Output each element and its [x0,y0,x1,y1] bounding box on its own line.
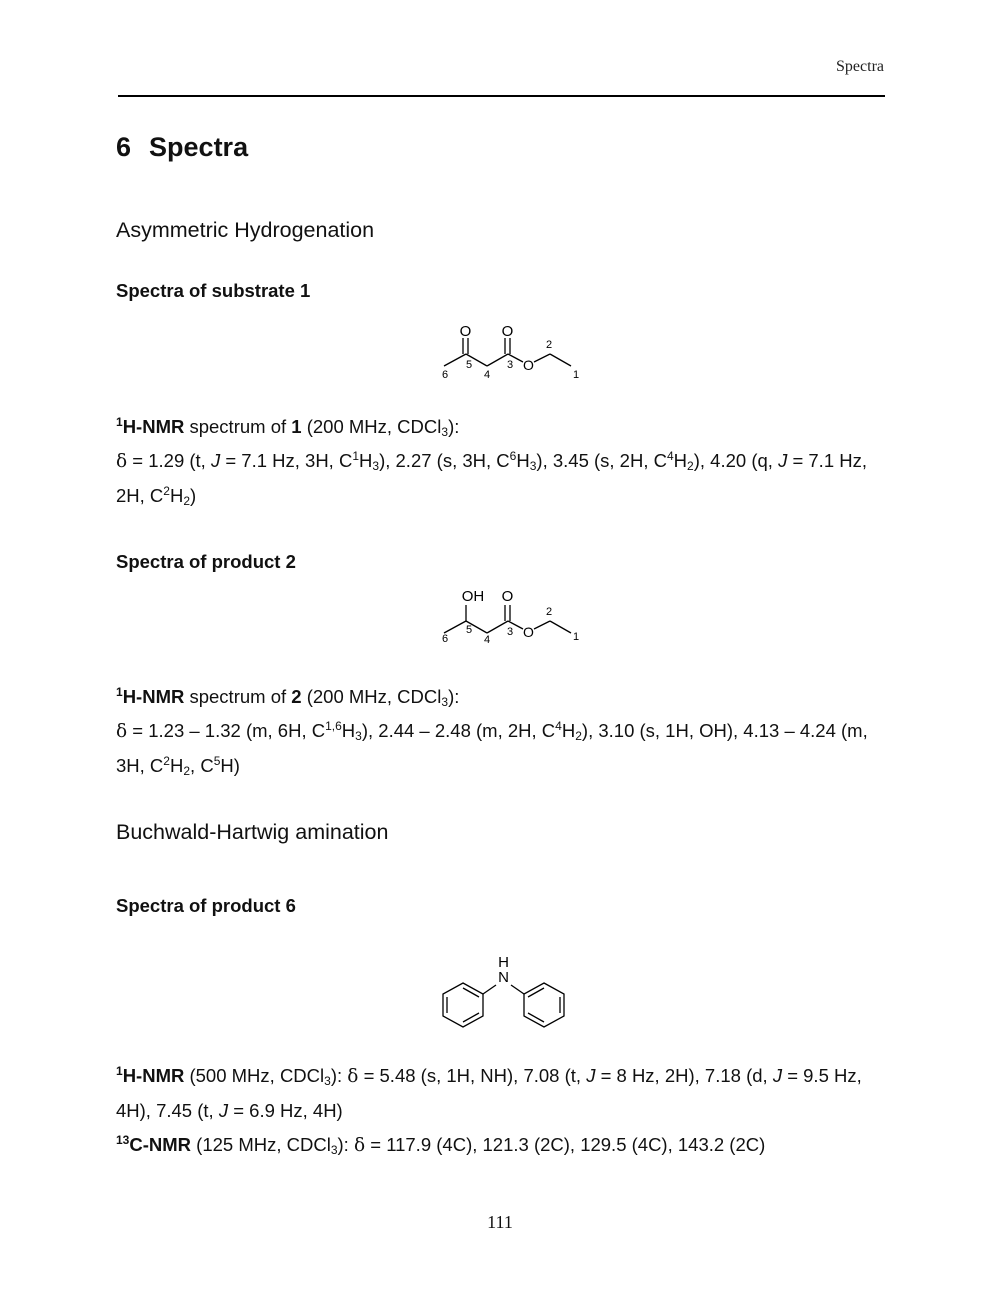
nmr-label: H-NMR [122,1065,185,1086]
locant-4: 4 [484,369,491,381]
header-rule [118,95,885,97]
nmr-label: C-NMR [129,1134,192,1155]
superscript: 1 [352,449,360,463]
amine-hydrogen-label: H [498,954,509,971]
page-number: 111 [487,1212,513,1232]
isotope-superscript: 1 [116,1064,123,1078]
nmr-text: ), 2.44 – 2.48 (m, 2H, C [361,720,556,741]
delta-symbol: δ [116,721,128,742]
product2-heading: Spectra of product 2 [116,551,296,572]
nmr-text: = 9.5 Hz, 4H), 7.45 (t, [116,1065,862,1121]
nmr-text: ), 3.45 (s, 2H, C [536,450,667,471]
subscript: 3 [529,459,537,473]
superscript: 5 [213,754,221,768]
running-head: Spectra [836,58,884,75]
section-heading-hydrogenation: Asymmetric Hydrogenation [116,218,375,242]
nmr-text: = 8 Hz, 2H), 7.18 (d, [595,1065,773,1086]
subscript: 2 [183,764,191,778]
coupling-constant-symbol: J [778,450,788,471]
nmr-text: (200 MHz, CDCl [301,416,442,437]
locant-5: 5 [466,359,473,371]
nmr-text: = 5.48 (s, 1H, NH), 7.08 (t, [358,1065,587,1086]
coupling-constant-symbol: J [586,1065,596,1086]
locant-6: 6 [442,369,449,381]
nmr-text: H [561,720,576,741]
locant-2: 2 [546,606,553,618]
locant-1: 1 [573,631,580,643]
superscript: 4 [555,719,562,733]
isotope-superscript: 13 [116,1133,130,1147]
substrate1-nmr-paragraph [116,410,886,513]
subscript: 3 [355,729,362,743]
compound-number: 1 [291,416,302,437]
delta-symbol: δ [353,1135,366,1156]
nmr-text: , C [190,755,214,776]
nmr-text: = 1.29 (t, [127,450,211,471]
nmr-text: H [673,450,688,471]
ester-carbonyl-oxygen-label: O [501,323,514,340]
nmr-text: H [341,720,356,741]
amine-nitrogen-label: N [498,969,509,986]
product6-heading: Spectra of product 6 [116,895,296,916]
locant-4: 4 [484,634,491,646]
nmr-text: spectrum of [184,416,292,437]
carbonyl-oxygen-label: O [459,323,472,340]
product2-structure [430,585,590,651]
nmr-text: (500 MHz, CDCl [184,1065,325,1086]
nmr-text: H [169,755,184,776]
locant-3: 3 [507,359,514,371]
superscript: 6 [509,449,517,463]
nmr-text: H [359,450,373,471]
locant-1: 1 [573,369,580,381]
coupling-constant-symbol: J [218,1100,229,1121]
coupling-constant-symbol: J [772,1065,783,1086]
isotope-superscript: 1 [116,415,123,429]
nmr-text: ): [337,1134,354,1155]
nmr-label: H-NMR [122,686,185,707]
nmr-label: H-NMR [122,416,185,437]
nmr-text: H [169,485,184,506]
chapter-title: Spectra [149,132,249,162]
superscript: 2 [163,754,170,768]
delta-symbol: δ [116,451,128,472]
subscript: 3 [441,425,449,439]
nmr-text: (200 MHz, CDCl [301,686,442,707]
nmr-text: H [516,450,530,471]
locant-5: 5 [466,624,473,636]
nmr-text: ): [448,686,460,707]
nmr-text: ), 3.10 (s, 1H, OH), 4.13 – 4.24 (m, 3H, C [116,720,868,776]
nmr-text: H) [220,755,240,776]
nmr-text: (125 MHz, CDCl [191,1134,331,1155]
subscript: 2 [575,729,582,743]
ester-oxygen-label: O [523,357,534,373]
product6-nmr-paragraph [116,1059,886,1163]
nmr-text: = 7.1 Hz, 2H, C [116,450,868,506]
chapter-number: 6 [116,132,132,162]
section-heading-buchwald-hartwig: Buchwald-Hartwig amination [116,820,389,844]
superscript: 2 [163,484,170,498]
substrate1-structure [430,318,590,384]
subscript: 3 [330,1143,338,1157]
locant-2: 2 [546,339,553,351]
nmr-text: ), 4.20 (q, [693,450,779,471]
superscript: 4 [666,449,674,463]
locant-3: 3 [507,626,514,638]
nmr-text: ): [448,416,460,437]
superscript: 1,6 [325,719,342,733]
nmr-text: ): [330,1065,348,1086]
compound-number: 2 [291,686,302,707]
subscript: 2 [687,459,694,473]
nmr-text: = 6.9 Hz, 4H) [228,1100,343,1121]
nmr-text: ) [190,485,197,506]
subscript: 3 [441,695,449,709]
substrate1-heading: Spectra of substrate 1 [116,280,311,301]
subscript: 3 [372,459,380,473]
ester-carbonyl-oxygen-label: O [501,588,514,605]
product2-nmr-paragraph [116,680,886,783]
delta-symbol: δ [347,1066,359,1087]
hydroxyl-label: OH [461,588,485,605]
nmr-text: ), 2.27 (s, 3H, C [379,450,510,471]
nmr-text: = 117.9 (4C), 121.3 (2C), 129.5 (4C), 143.2 (2C) [365,1134,766,1155]
coupling-constant-symbol: J [210,450,221,471]
subscript: 3 [324,1074,331,1088]
product6-structure [430,950,580,1030]
locant-6: 6 [442,633,449,645]
nmr-text: = 1.23 – 1.32 (m, 6H, C [127,720,326,741]
nmr-text: = 7.1 Hz, 3H, C [220,450,353,471]
chapter-heading [116,132,248,163]
subscript: 2 [183,494,191,508]
nmr-text: spectrum of [184,686,292,707]
isotope-superscript: 1 [116,685,123,699]
ester-oxygen-label: O [523,624,534,640]
